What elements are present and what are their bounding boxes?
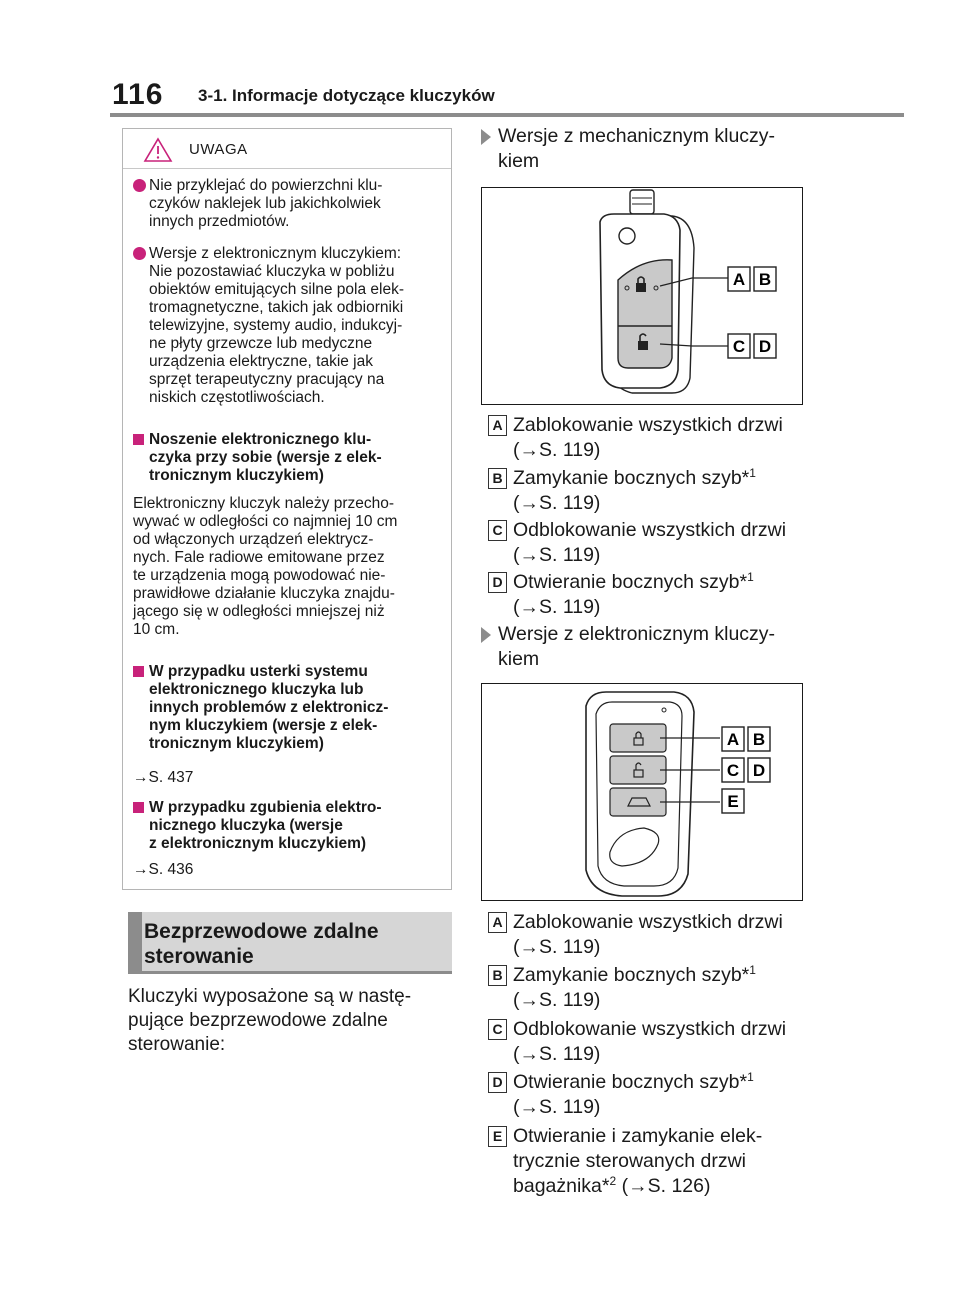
legend-ref: (→S. 119)	[513, 1043, 601, 1065]
legend-ref: (→S. 126)	[621, 1175, 711, 1197]
intro-text: Kluczyki wyposażone są w nastę- pujące bezprzewodowe zdalne sterowanie:	[128, 986, 412, 1055]
legend-text: Zamykanie bocznych szyb*	[513, 964, 750, 986]
warning-bullet-text: Nie przyklejać do powierzchni klu- czyków naklejek lub jakichkolwiek innych przedmiotów.	[149, 177, 383, 230]
bullet-dot	[133, 179, 146, 192]
legend-ref: (→S. 119)	[513, 439, 601, 461]
electronic-key-illustration	[482, 684, 802, 900]
legend-text: Zamykanie bocznych szyb*	[513, 467, 750, 489]
heading-square	[133, 434, 144, 445]
legend-badge: A	[488, 912, 507, 933]
warning-label: UWAGA	[189, 141, 248, 158]
warning-bullet-text: Wersje z elektronicznym kluczykiem: Nie pozostawiać kluczyka w pobliżu obiektów emitujących silne pola elek- tromagnetyczne, takich jak odbiorniki telewizyjne, systemy audio, indukcyj- ne płyty grzewcze lub medyczne urządzenia elektryczne, takie jak sprzęt terapeutyczny pracujący na niskich częstotliwościach.	[149, 245, 405, 406]
bullet-dot	[133, 247, 146, 260]
legend-badge: E	[488, 1126, 507, 1147]
warning-box	[122, 128, 452, 890]
mechanical-heading: Wersje z mechanicznym kluczy- kiem	[498, 125, 776, 172]
legend-text: Zablokowanie wszystkich drzwi	[513, 911, 783, 933]
mechanical-key-illustration	[482, 188, 802, 404]
callout-d: D	[758, 337, 772, 356]
footnote-marker: 1	[749, 963, 756, 977]
carry-heading-text: Noszenie elektronicznego klu- czyka przy sobie (wersje z elek- tronicznym kluczykiem)	[149, 431, 382, 484]
electronic-heading: Wersje z elektronicznym kluczy- kiem	[498, 623, 776, 670]
legend-badge: D	[488, 1072, 507, 1093]
callout-d: D	[752, 761, 766, 780]
footnote-marker: 2	[609, 1174, 617, 1188]
legend-ref: (→S. 119)	[513, 1096, 601, 1118]
legend-text: Zablokowanie wszystkich drzwi	[513, 414, 783, 436]
carry-text: Elektroniczny kluczyk należy przecho- wywać w odległości co najmniej 10 cm od włączonych urządzeń elektrycz- nych. Fale radiowe emitowane przez te urządzenia mogą powodować nie- prawidłowe działanie kluczyka znajdu- jącego się w odległości mniejszej niż 10 cm.	[133, 495, 398, 638]
legend-badge: B	[488, 468, 507, 489]
legend-badge: C	[488, 1019, 507, 1040]
triangle-bullet-icon	[481, 627, 491, 643]
legend-text: Odblokowanie wszystkich drzwi	[513, 519, 787, 541]
footnote-marker: 1	[747, 570, 754, 584]
legend-badge: B	[488, 965, 507, 986]
banner-title: Bezprzewodowe zdalne sterowanie	[144, 920, 379, 968]
legend-ref: (→S. 119)	[513, 989, 601, 1011]
triangle-bullet-icon	[481, 129, 491, 145]
page-number: 116	[112, 78, 164, 111]
callout-b: B	[752, 730, 766, 749]
heading-square	[133, 802, 144, 813]
legend-ref: (→S. 119)	[513, 936, 601, 958]
lost-ref: →S. 436	[133, 861, 194, 878]
lost-heading-text: W przypadku zgubienia elektro- nicznego kluczyka (wersje z elektronicznym kluczykiem)	[149, 799, 382, 852]
legend-text: bagażnika*	[513, 1175, 610, 1197]
electronic-legend-item	[488, 1124, 818, 1200]
malfunction-heading-text: W przypadku usterki systemu elektronicznego kluczyka lub innych problemów z elektronicz- nym kluczykiem (wersje z elek- tronicznym kluczykiem)	[149, 663, 389, 752]
callout-a: A	[726, 730, 740, 749]
header-rule	[110, 113, 904, 117]
legend-text: Odblokowanie wszystkich drzwi	[513, 1018, 787, 1040]
callout-b: B	[758, 270, 772, 289]
legend-text: Otwieranie i zamykanie elek-	[513, 1125, 763, 1147]
legend-ref: (→S. 119)	[513, 596, 601, 618]
legend-text: Otwieranie bocznych szyb*	[513, 571, 748, 593]
warning-header	[123, 129, 451, 169]
legend-text: Otwieranie bocznych szyb*	[513, 1071, 748, 1093]
callout-c: C	[726, 761, 740, 780]
heading-square	[133, 666, 144, 677]
legend-badge: D	[488, 572, 507, 593]
warning-triangle-icon	[143, 137, 173, 163]
malfunction-ref: →S. 437	[133, 769, 194, 786]
legend-badge: C	[488, 520, 507, 541]
section-title: 3-1. Informacje dotyczące kluczyków	[198, 86, 495, 105]
legend-badge: A	[488, 415, 507, 436]
callout-c: C	[732, 337, 746, 356]
electronic-key-figure	[481, 683, 803, 901]
section-banner	[128, 912, 452, 974]
legend-ref: (→S. 119)	[513, 492, 601, 514]
callout-e: E	[727, 792, 739, 811]
legend-text: trycznie sterowanych drzwi	[513, 1150, 746, 1172]
footnote-marker: 1	[749, 466, 756, 480]
footnote-marker: 1	[747, 1070, 754, 1084]
legend-ref: (→S. 119)	[513, 544, 601, 566]
callout-a: A	[732, 270, 746, 289]
mechanical-key-figure	[481, 187, 803, 405]
